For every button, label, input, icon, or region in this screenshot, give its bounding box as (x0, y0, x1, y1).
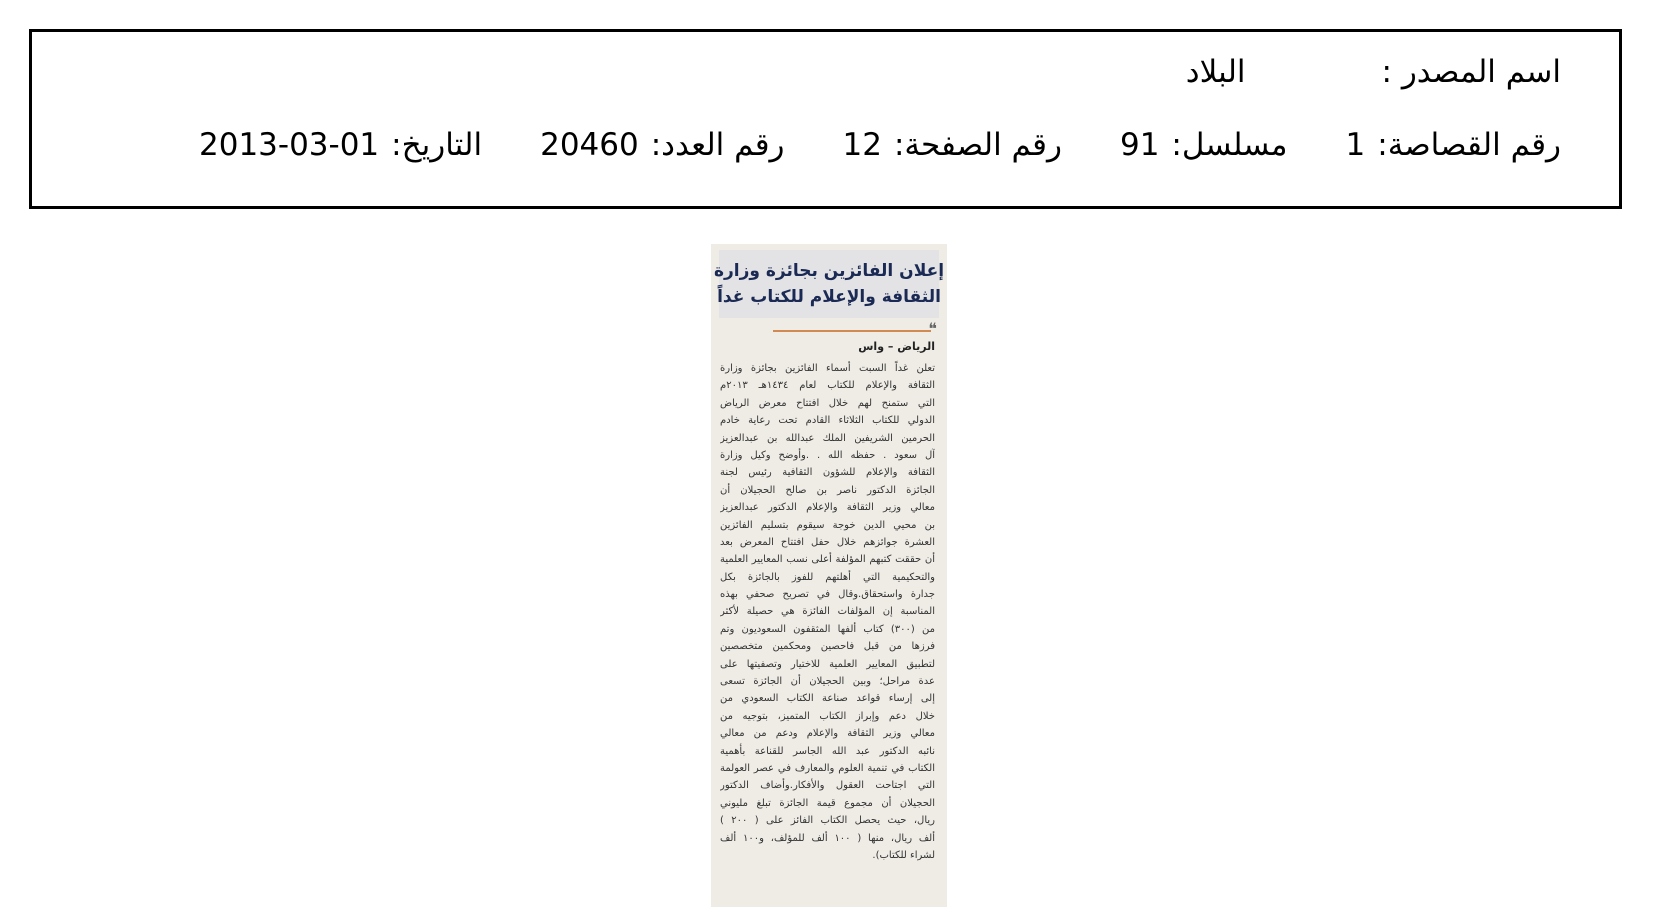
article-body-line: عدة مراحل؛ وبين الحجيلان أن الجائزة تسعى (720, 676, 935, 688)
issue-value: 20460 (540, 127, 639, 163)
article-body-line: الكتاب في تنمية العلوم والمعارف في عصر العولمة (720, 762, 935, 774)
page-label: رقم الصفحة: (893, 127, 1062, 163)
source-pair (1186, 54, 1561, 90)
headline-line-2: الثقافة والإعلام للكتاب غداً (717, 287, 941, 307)
serial-label: مسلسل: (1171, 127, 1288, 163)
article-body-line: نائبه الدكتور عبد الله الجاسر للقناعة بأهمية (720, 745, 935, 757)
article-body-line: إلى إرساء قواعد صناعة الكتاب السعودي من (720, 693, 935, 705)
metadata-row-source (1186, 54, 1561, 90)
quote-mark-icon: ❝ (928, 319, 937, 338)
article-body-line: تعلن غداً السبت أسماء الفائزين بجائزة وزارة (720, 363, 935, 374)
article-body-line: جدارة واستحقاق.وقال في تصريح صحفي بهذه (720, 589, 935, 601)
article-body-line: الثقافة والإعلام للشؤون الثقافية رئيس لجنة (720, 467, 935, 479)
metadata-row-details (199, 127, 1561, 163)
date-pair (199, 127, 482, 163)
article-body-line: لتطبيق المعايير العلمية للاختيار وتصفيتها على (720, 658, 935, 670)
page-value: 12 (842, 127, 882, 163)
newspaper-clipping (711, 244, 947, 907)
article-body-line: الحجيلان أن مجموع قيمة الجائزة تبلغ مليوني (720, 797, 935, 809)
article-body-line: خلال دعم وإبراز الكتاب المتميز، بتوجيه من (720, 710, 935, 722)
serial-pair (1120, 127, 1288, 163)
dateline: الرياض – واس (858, 340, 935, 353)
article-body-line: من (٣٠٠) كتاب ألفها المثقفون السعوديون وتم (720, 623, 935, 635)
article-body-line: الدولي للكتاب الثلاثاء القادم تحت رعاية خادم (720, 415, 935, 427)
article-body-line: التي ستمنح لهم خلال افتتاح معرض الرياض (720, 397, 935, 409)
article-body-line: المناسبة إن المؤلفات الفائزة هي حصيلة لأكثر (720, 606, 935, 618)
article-body-line: الحرمين الشريفين الملك عبدالله بن عبدالعزيز (720, 432, 935, 444)
article-body (720, 360, 935, 864)
article-body-line: ريال، حيث يحصل الكتاب الفائز على ( ٢٠٠ ) (720, 815, 935, 827)
article-body-line: العشرة جوائزهم خلال حفل افتتاح المعرض بعد (720, 536, 935, 548)
article-body-line: التي اجتاحت العقول والأفكار.وأضاف الدكتور (720, 780, 935, 792)
headline-line-1: إعلان الفائزين بجائزة وزارة (713, 261, 945, 281)
issue-label: رقم العدد: (650, 127, 785, 163)
article-body-line: معالي وزير الثقافة والإعلام ودعم من معالي (720, 728, 935, 740)
clipping-value: 1 (1345, 127, 1366, 163)
source-label: اسم المصدر : (1381, 54, 1561, 90)
date-label: التاريخ: (391, 127, 483, 163)
headline-box (713, 250, 945, 318)
serial-value: 91 (1119, 127, 1160, 163)
article-body-line: أن حققت كتبهم المؤلفة أعلى نسب المعايير العلمية (720, 554, 935, 566)
article-body-line: لشراء للكتاب). (872, 849, 935, 861)
metadata-box (29, 29, 1622, 209)
clipping-label: رقم القصاصة: (1377, 127, 1561, 163)
article-body-line: الثقافة والإعلام للكتاب لعام ١٤٣٤هـ ٢٠١٣م (720, 380, 935, 392)
clipping-pair (1346, 127, 1561, 163)
article-body-line: ألف ريال، منها ( ١٠٠ ألف للمؤلف، و١٠٠ ألف (720, 832, 935, 844)
page-pair (843, 127, 1062, 163)
article-body-line: فرزها من قبل فاحصين ومحكمين متخصصين (720, 641, 935, 653)
article-body-line: آل سعود . حفظه الله . .وأوضح وكيل وزارة (720, 449, 935, 461)
article-body-line: بن محيي الدين خوجة سيقوم بتسليم الفائزين (720, 519, 935, 531)
article-body-line: والتحكيمية التي أهلتهم للفوز بالجائزة بكل (720, 571, 935, 583)
article-body-line: معالي وزير الثقافة والإعلام الدكتور عبدالعزيز (720, 502, 935, 514)
divider-rule (773, 330, 931, 332)
article-body-line: الجائزة الدكتور ناصر بن صالح الحجيلان أن (720, 484, 935, 496)
date-value: 2013-03-01 (199, 127, 380, 163)
source-value: البلاد (1185, 54, 1246, 90)
issue-pair (540, 127, 784, 163)
